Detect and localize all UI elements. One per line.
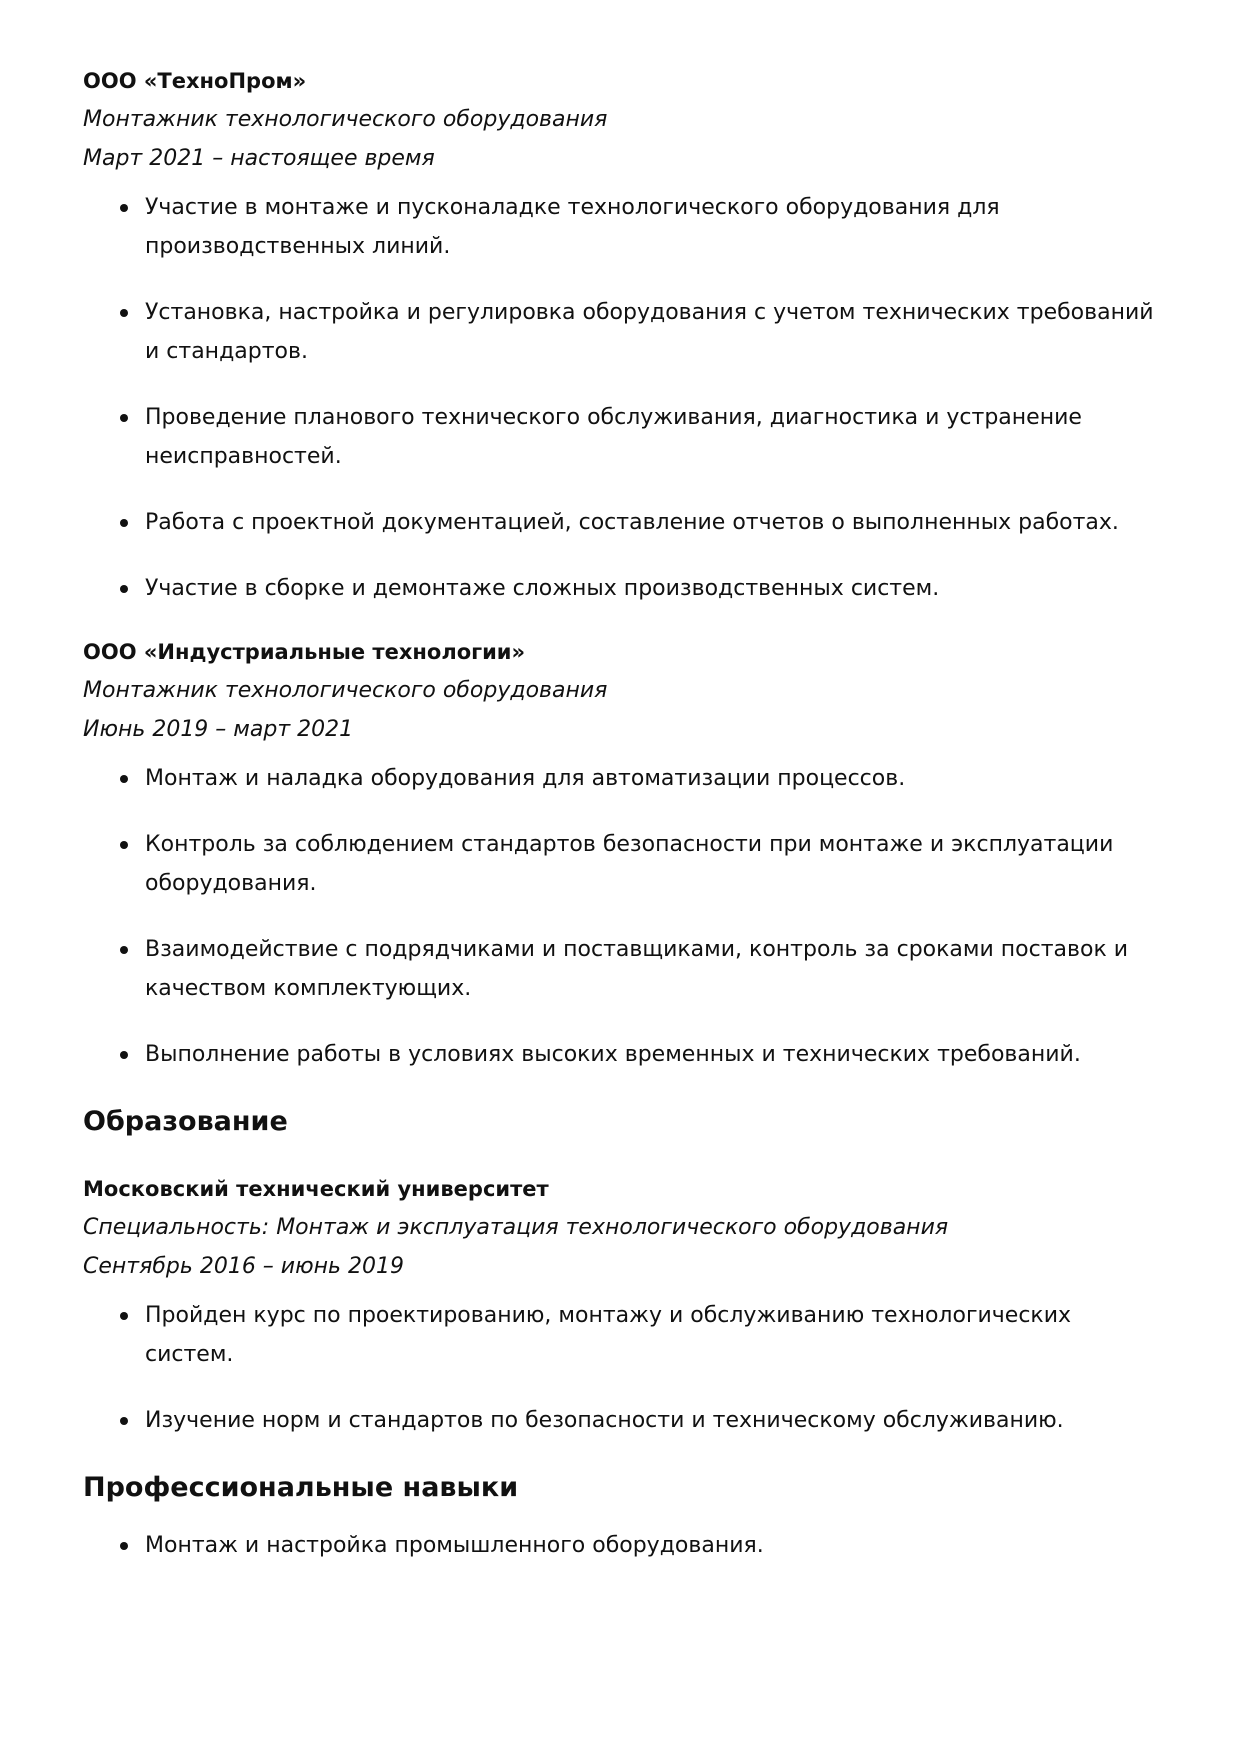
list-item: Проведение планового технического обслуживания, диагностика и устранение неисправностей. <box>83 398 1163 476</box>
list-item: Установка, настройка и регулировка оборудования с учетом технических требований и стандартов. <box>83 293 1163 371</box>
list-item: Монтаж и наладка оборудования для автоматизации процессов. <box>83 759 1163 798</box>
list-item: Участие в монтаже и пусконаладке технологического оборудования для производственных линий. <box>83 188 1163 266</box>
company-name: ООО «ТехноПром» <box>83 69 307 93</box>
institution-name: Московский технический университет <box>83 1177 549 1201</box>
duties-list <box>83 759 1163 1074</box>
education-section <box>83 1102 1163 1440</box>
list-item: Пройден курс по проектированию, монтажу и обслуживанию технологических систем. <box>83 1296 1163 1374</box>
job-role: Монтажник технологического оборудования <box>83 678 608 703</box>
list-item: Участие в сборке и демонтаже сложных производственных систем. <box>83 569 1163 608</box>
duties-list <box>83 188 1163 608</box>
job-period: Июнь 2019 – март 2021 <box>83 717 354 742</box>
section-title: Образование <box>83 1106 288 1137</box>
job-role: Монтажник технологического оборудования <box>83 107 608 132</box>
specialty: Специальность: Монтаж и эксплуатация технологического оборудования <box>83 1215 949 1240</box>
experience-entry <box>83 62 1163 608</box>
education-list <box>83 1296 1163 1440</box>
list-item: Выполнение работы в условиях высоких временных и технических требований. <box>83 1035 1163 1074</box>
company-name: ООО «Индустриальные технологии» <box>83 640 526 664</box>
list-item: Взаимодействие с подрядчиками и поставщиками, контроль за сроками поставок и качеством комплектующих. <box>83 930 1163 1008</box>
list-item: Работа с проектной документацией, составление отчетов о выполненных работах. <box>83 503 1163 542</box>
experience-entry <box>83 633 1163 1074</box>
job-period: Март 2021 – настоящее время <box>83 146 435 171</box>
study-period: Сентябрь 2016 – июнь 2019 <box>83 1254 404 1279</box>
list-item: Контроль за соблюдением стандартов безопасности при монтаже и эксплуатации оборудования. <box>83 825 1163 903</box>
list-item: Изучение норм и стандартов по безопасности и техническому обслуживанию. <box>83 1401 1163 1440</box>
section-title: Профессиональные навыки <box>83 1472 519 1503</box>
list-item: Монтаж и настройка промышленного оборудования. <box>83 1526 1163 1565</box>
skills-list <box>83 1526 1163 1565</box>
resume-page <box>83 62 1163 1592</box>
skills-section <box>83 1468 1163 1565</box>
